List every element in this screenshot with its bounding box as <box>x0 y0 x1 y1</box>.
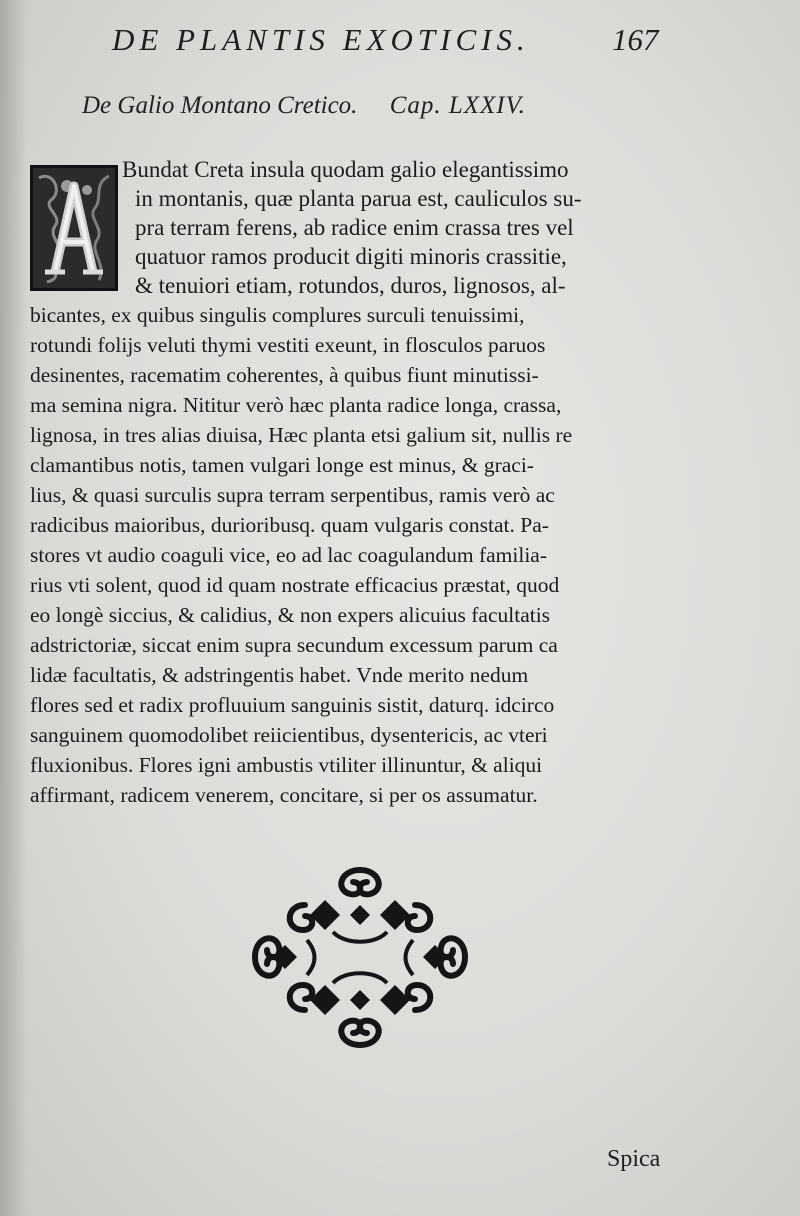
chapter-number: Cap. LXXIV. <box>389 92 526 119</box>
text-line: affirmant, radicem venerem, concitare, si per os assumatur. <box>30 783 538 807</box>
running-head: DE PLANTIS EXOTICIS. <box>112 22 530 57</box>
text-line: Bundat Creta insula quodam galio elegantissimo <box>122 157 569 182</box>
text-line: sanguinem quomodolibet reiicientibus, dysentericis, ac vteri <box>30 723 548 747</box>
gutter-shadow <box>0 0 28 1216</box>
text-line: lius, & quasi surculis supra terram serpentibus, ramis verò ac <box>30 483 555 507</box>
text-line: bicantes, ex quibus singulis complures surculi tenuissimi, <box>30 303 525 327</box>
text-line: desinentes, racematim coherentes, à quibus fiunt minutissi- <box>30 363 539 387</box>
text-line: eo longè siccius, & calidius, & non expers alicuius facultatis <box>30 603 551 627</box>
text-line: flores sed et radix profluuium sanguinis sistit, daturq. idcirco <box>30 693 555 717</box>
chapter-heading <box>82 92 526 120</box>
text-line: in montanis, quæ planta parua est, cauliculos su- <box>135 186 582 211</box>
catchword: Spica <box>607 1146 661 1172</box>
text-line: stores vt audio coaguli vice, eo ad lac coagulandum familia- <box>30 543 548 567</box>
text-line: rotundi folijs veluti thymi vestiti exeunt, in flosculos paruos <box>30 333 546 357</box>
text-line: radicibus maioribus, durioribusq. quam vulgaris constat. Pa- <box>30 513 549 537</box>
text-line: ma semina nigra. Nititur verò hæc planta radice longa, crassa, <box>30 393 562 417</box>
chapter-title: De Galio Montano Cretico. <box>82 92 358 119</box>
text-line: rius vti solent, quod id quam nostrate efficacius præstat, quod <box>30 573 560 597</box>
text-line: fluxionibus. Flores igni ambustis vtiliter illinuntur, & aliqui <box>30 753 543 777</box>
ornamental-initial-a-icon <box>30 165 118 291</box>
fleuron-ornament-icon <box>245 860 475 1055</box>
text-line: & tenuiori etiam, rotundos, duros, lignosos, al- <box>135 273 566 298</box>
text-line: adstrictoriæ, siccat enim supra secundum excessum parum ca <box>30 633 558 657</box>
text-line: quatuor ramos producit digiti minoris crassitie, <box>135 244 567 269</box>
text-line: pra terram ferens, ab radice enim crassa tres vel <box>135 215 574 240</box>
text-line: lignosa, in tres alias diuisa, Hæc planta etsi galium sit, nullis re <box>30 423 573 447</box>
page-number: 167 <box>612 22 659 57</box>
text-line: clamantibus notis, tamen vulgari longe est minus, & graci- <box>30 453 534 477</box>
text-line: lidæ facultatis, & adstringentis habet. Vnde merito nedum <box>30 663 529 687</box>
